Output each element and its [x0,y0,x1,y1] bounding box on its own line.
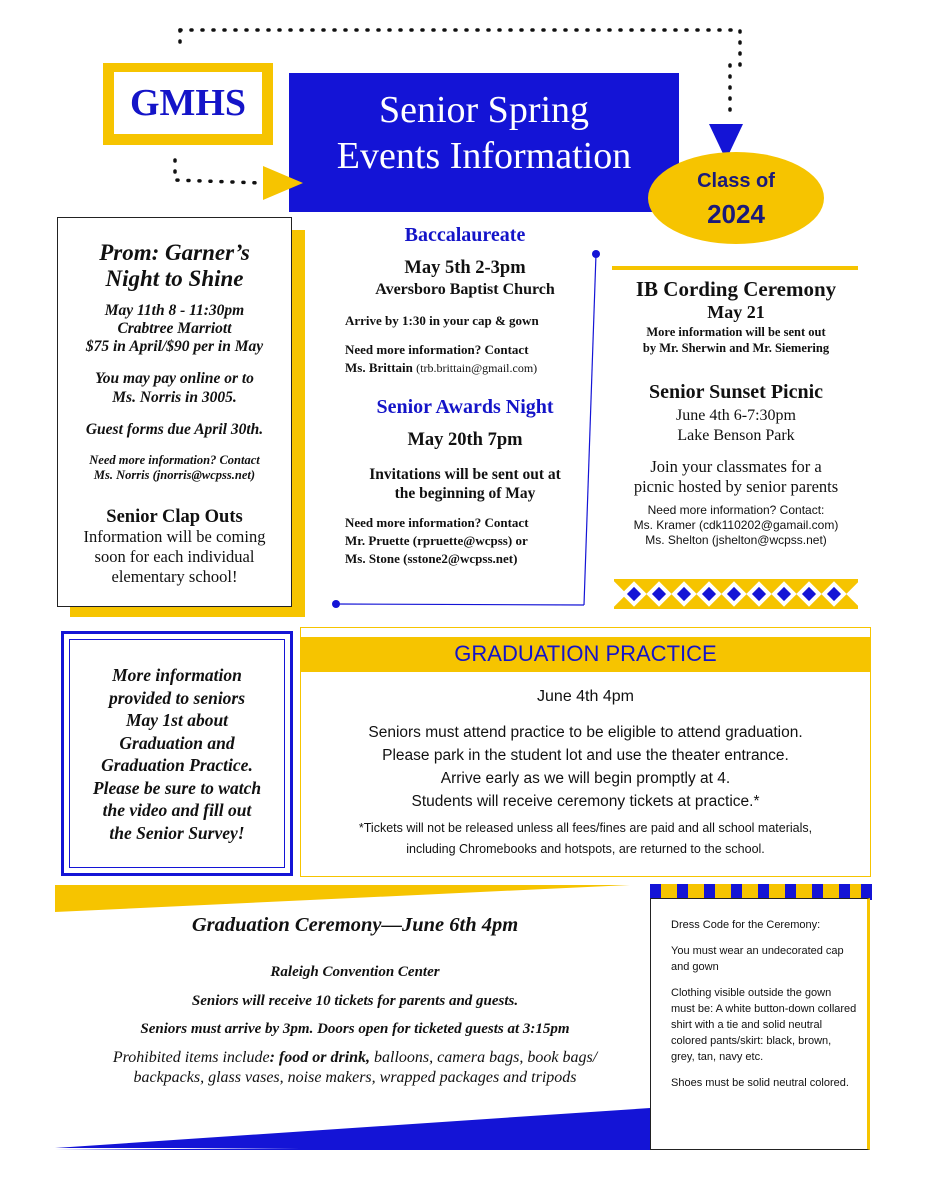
prom-guest-forms: Guest forms due April 30th. [85,421,264,438]
dress-code-cap-gown: You must wear an undecorated cap and gown [671,945,844,973]
logo-text: GMHS [129,82,247,124]
connector-line-horizontal [336,604,584,605]
baccalaureate-arrive: Arrive by 1:30 in your cap & gown [345,313,539,328]
dress-code-clothing: Clothing visible outside the gown must be: A white button-down collared shirt with a tie and solid neutral colored pants/skirt: black, brown, grey, tan, navy etc. [671,987,857,1063]
awards-date: May 20th 7pm [407,430,523,450]
ceremony-venue: Raleigh Convention Center [270,964,440,980]
graduation-practice-title: GRADUATION PRACTICE [454,641,717,666]
blue-wedge-bottom [55,1108,650,1148]
class-year: 2024 [707,199,765,229]
baccalaureate-contact: Need more information? Contact Ms. Brittain (trb.brittain@gmail.com) [345,342,538,375]
baccalaureate-venue: Aversboro Baptist Church [375,281,555,298]
ib-divider [612,266,858,270]
page-title-line1: Senior Spring [378,89,590,131]
arrow-right-icon [263,166,303,200]
picnic-details: June 4th 6-7:30pm Lake Benson Park [676,407,796,444]
baccalaureate-title: Baccalaureate [404,224,526,246]
prom-section [57,217,292,607]
ib-info: More information will be sent out by Mr. Sherwin and Mr. Siemering [642,325,830,355]
dress-code-shoes: Shoes must be solid neutral colored. [671,1077,849,1089]
awards-contact: Need more information? Contact Mr. Pruette (rpruette@wcpss) or Ms. Stone (sstone2@wcpss.net) [345,515,529,566]
prom-price: $75 in April/$90 per in May [85,338,264,355]
prom-contact: Need more information? Contact Ms. Norris (jnorris@wcpss.net) [89,453,260,482]
page-title-banner [289,73,679,212]
ib-date: May 21 [707,302,765,322]
connector-dot-top [592,250,600,258]
graduation-practice-date: June 4th 4pm [537,688,634,705]
awards-title: Senior Awards Night [376,396,554,418]
ceremony-title: Graduation Ceremony—June 6th 4pm [191,914,519,936]
picnic-contact: Need more information? Contact: Ms. Kramer (cdk110202@gamail.com) Ms. Shelton (jshelton@wcpss.net) [633,503,839,547]
school-logo [114,72,262,134]
prom-title: Prom: Garner’s Night to Shine [99,240,250,291]
ceremony-tickets: Seniors will receive 10 tickets for parents and guests. [191,993,519,1009]
ib-title: IB Cording Ceremony [635,277,837,301]
awards-invitations: Invitations will be sent out at the beginning of May [369,466,561,502]
prom-date: May 11th 8 - 11:30pm [104,302,245,319]
baccalaureate-date: May 5th 2-3pm [404,258,526,278]
gold-wedge-top [55,885,630,912]
dress-code-section [650,898,870,1150]
clapouts-title: Senior Clap Outs [106,507,243,527]
connector-dot-bottom [332,600,340,608]
ceremony-arrive: Seniors must arrive by 3pm. Doors open for ticketed guests at 3:15pm [140,1021,570,1037]
graduation-practice-details: Seniors must attend practice to be eligible to attend graduation. Please park in the student lot and use the theater entrance. Arrive early as we will begin promptly at 4. Students will receive ceremony tickets at practice.* [368,724,803,810]
graduation-practice-note: *Tickets will not be released unless all fees/fines are paid and all school materials, including Chromebooks and hotspots, are returned to the school. [358,821,813,856]
diamond-pattern-strip [614,579,858,609]
diamond-pattern [614,579,858,609]
ceremony-prohibited: Prohibited items include: food or drink, balloons, camera bags, book bags/ backpacks, glass vases, noise makers, wrapped packages and tripods [112,1049,598,1086]
picnic-join: Join your classmates for a picnic hosted by senior parents [633,457,839,496]
prom-venue: Crabtree Marriott [117,320,232,337]
picnic-title: Senior Sunset Picnic [648,381,824,403]
page-title-line2: Events Information [336,135,632,177]
prom-payment: You may pay online or to Ms. Norris in 3005. [95,370,254,406]
clapouts-text: Information will be coming soon for each individual elementary school! [83,527,266,586]
more-info-text: More information provided to seniors May 1st about Graduation and Graduation Practice. Please be sure to watch the video and fill out the Senior Survey! [92,665,262,843]
class-label: Class of [697,170,775,192]
class-of-badge [648,152,824,244]
dress-code-heading: Dress Code for the Ceremony: [671,919,821,931]
